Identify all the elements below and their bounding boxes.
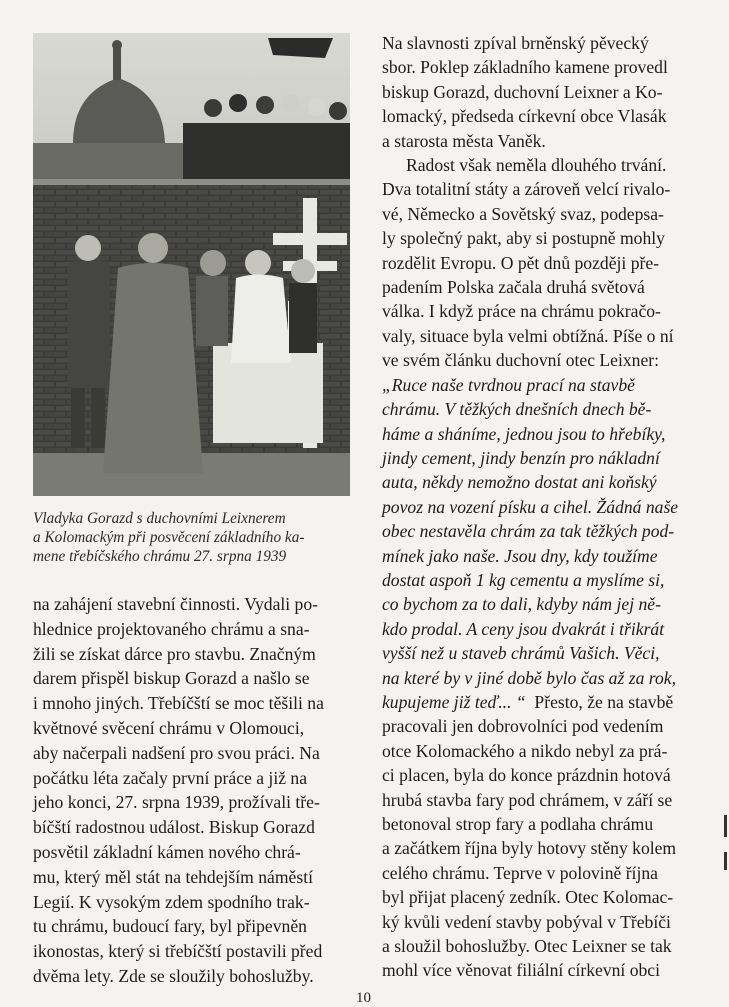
text-line: vyšší než u staveb chrámů Vašich. Věci, xyxy=(382,643,660,664)
text-line: posvětil základní kámen nového chrá- xyxy=(33,841,301,862)
text-line: květnové svěcení chrámu v Olomouci, xyxy=(33,717,305,738)
scan-edge-mark xyxy=(724,815,727,837)
text-line: ly společný pakt, aby si postupně mohly xyxy=(382,228,665,249)
text-line: a sloužil bohoslužby. Otec Leixner se tak xyxy=(382,936,672,957)
text-line: ikonostas, který si třebíčští postavili před xyxy=(33,941,323,962)
text-line: auta, někdy nemožno dostat ani koňský xyxy=(382,472,657,493)
text-line: jindy cement, jindy benzín pro nákladní xyxy=(382,447,660,468)
text-line: dostat aspoň 1 kg cementu a myslíme si, xyxy=(382,569,665,590)
quote-end-fragment: kupujeme již teď... “ xyxy=(382,691,526,712)
caption-line: Vladyka Gorazd s duchovními Leixnerem xyxy=(33,510,286,527)
text-line: rozdělit Evropu. O pět dnů později pře- xyxy=(382,252,660,273)
historical-photo xyxy=(33,33,350,496)
text-line: co bychom za to dali, kdyby nám jej ně- xyxy=(382,594,661,615)
text-line: tu chrámu, budoucí fary, byl připevněn xyxy=(33,916,307,937)
text-line: hrubá stavba fary pod chrámem, v září se xyxy=(382,789,673,810)
text-line: Na slavnosti zpíval brněnský pěvecký xyxy=(382,33,649,53)
text-line: bíčští radostnou událost. Biskup Gorazd xyxy=(33,817,315,838)
text-line: valy, situace byla velmi obtížná. Píše o ní xyxy=(382,325,674,346)
text-line: betonoval strop fary a podlaha chrámu xyxy=(382,814,654,834)
text-line: mu, který měl stát na tehdejším náměstí xyxy=(33,866,313,887)
text-line: „Ruce naše tvrdnou prací na stavbě xyxy=(382,374,635,395)
text-line: a začátkem října byly hotovy stěny kolem xyxy=(382,838,677,859)
text-fragment: Přesto, že na stavbě xyxy=(525,691,674,712)
text-line: ci placen, byla do konce prázdnin hotová xyxy=(382,765,671,786)
text-line: Dva totalitní státy a zároveň velcí rivalo- xyxy=(382,179,671,200)
text-line: háme a sháníme, jednou jsou to hřebíky, xyxy=(382,423,666,444)
text-line: aby načerpali nadšení pro svou práci. Na xyxy=(33,742,320,763)
text-line: mínek jako naše. Jsou dny, kdy toužíme xyxy=(382,545,658,566)
text-line: ký kvůli vedení stavby pobýval v Třebíči xyxy=(382,911,671,932)
text-line: vé, Německo a Sovětský svaz, podepsa- xyxy=(382,203,664,224)
text-line: mohl více věnovat filiální církevní obci xyxy=(382,960,660,981)
text-line: na zahájení stavební činnosti. Vydali po- xyxy=(33,594,319,614)
text-line: povoz na vození písku a cihel. Žádná naše xyxy=(382,496,679,517)
text-line: chrámu. V těžkých dnešních dnech bě- xyxy=(382,399,652,420)
text-line: lomacký, předseda církevní obce Vlasák xyxy=(382,106,667,127)
left-column-text xyxy=(33,592,353,989)
scan-edge-mark xyxy=(724,852,727,870)
caption-line: mene třebíčského chrámu 27. srpna 1939 xyxy=(33,548,287,565)
text-line: počátku léta začaly první práce a již na xyxy=(33,767,308,788)
text-line: na které by v jiné době bylo čas až za rok, xyxy=(382,667,676,688)
text-line: Radost však neměla dlouhého trvání. xyxy=(406,155,667,176)
text-line: sbor. Poklep základního kamene provedl xyxy=(382,57,668,78)
text-line: biskup Gorazd, duchovní Leixner a Ko- xyxy=(382,81,663,102)
text-line: Legií. K vysokým zdem spodního trak- xyxy=(33,891,310,912)
text-line: i mnoho jiných. Třebíčští se moc těšili na xyxy=(33,693,324,714)
text-line: a starosta města Vaněk. xyxy=(382,130,546,151)
text-line: hlednice projektovaného chrámu a sna- xyxy=(33,618,310,639)
text-line: darem přispěl biskup Gorazd a našlo se xyxy=(33,668,310,689)
text-line: jeho konci, 27. srpna 1939, prožívali tře- xyxy=(33,792,320,813)
text-line: padením Polska začala druhá světová xyxy=(382,277,645,298)
text-line: válka. I když práce na chrámu pokračo- xyxy=(382,301,661,322)
page-number: 10 xyxy=(356,990,371,1006)
photo-caption xyxy=(33,509,350,566)
text-line: pracovali jen dobrovolníci pod vedením xyxy=(382,716,664,737)
text-line: byl přijat placený zedník. Otec Kolomac- xyxy=(382,887,674,908)
text-line: žili se získat dárce pro stavbu. Značným xyxy=(33,643,316,664)
text-line: otce Kolomackého a nikdo nebyl za prá- xyxy=(382,740,668,761)
caption-line: a Kolomackým při posvěcení základního ka- xyxy=(33,529,305,546)
text-line xyxy=(382,690,699,714)
text-line: obec nestavěla chrám za tak těžkých pod- xyxy=(382,521,675,542)
text-line: dvěma lety. Zde se sloužily bohoslužby. xyxy=(33,965,314,986)
text-line: celého chrámu. Teprve v polovině října xyxy=(382,862,658,883)
text-line: kdo prodal. A ceny jsou dvakrát i třikrát xyxy=(382,618,665,639)
right-column-text xyxy=(382,31,699,983)
text-line: ve svém článku duchovní otec Leixner: xyxy=(382,350,660,371)
